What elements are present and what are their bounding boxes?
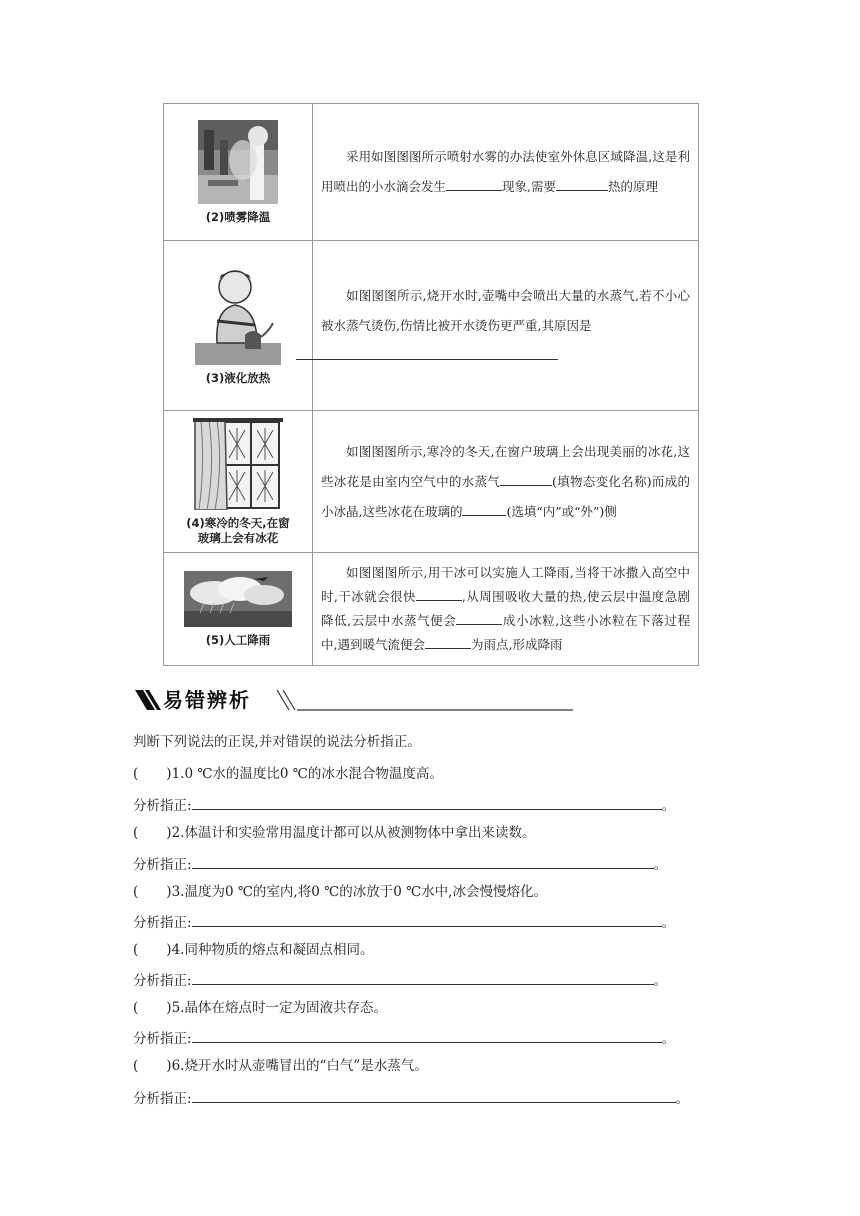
fill-blank[interactable] [462,501,506,516]
analysis-5: 分析指正: 。 [133,1028,675,1049]
table-row [164,104,698,241]
statement-4: ( )4.同种物质的熔点和凝固点相同。 [133,942,374,958]
phase-change-table [163,103,699,666]
image-caption: (5)人工降雨 [205,632,271,647]
analysis-3: 分析指正: 。 [133,912,675,933]
image-caption: (3)液化放热 [205,371,271,385]
analysis-blank[interactable] [192,1088,676,1103]
question-text: 如图图图所示,用干冰可以实施人工降雨,当将干冰撒入高空中时,干冰就会很快 ,从周围吸收大量的热,使云层中温度急剧降低,云层中水蒸气便会 成小冰粒,这些小冰粒在下落过程中,遇到暖气流便会 为雨点,形成降雨 [321,565,690,652]
analysis-2: 分析指正: 。 [133,854,667,875]
divider-line [275,688,575,714]
fill-blank[interactable] [425,634,471,649]
statement-5: ( )5.晶体在熔点时一定为固液共存态。 [133,1000,387,1016]
analysis-blank[interactable] [192,854,654,869]
fill-blank[interactable] [456,610,502,625]
statement-3: ( )3.温度为0 ℃的室内,将0 ℃的冰放于0 ℃水中,冰会慢慢熔化。 [133,884,547,900]
table-row [164,553,698,665]
analysis-1: 分析指正: 。 [133,795,675,816]
frost-window-drawing [193,418,283,510]
image-cell [164,104,313,240]
section-heading [133,684,573,714]
statement-2: ( )2.体温计和实验常用温度计都可以从被测物体中拿出来读数。 [133,825,536,841]
question-text: 采用如图图图所示喷射水雾的办法使室外休息区域降温,这是利用喷出的小水滴会发生 现象,需要 热的原理 [321,149,690,194]
artificial-rain-photo [184,571,292,627]
fill-blank[interactable] [500,471,552,486]
analysis-blank[interactable] [192,1028,662,1043]
analysis-blank[interactable] [192,912,662,927]
analysis-blank[interactable] [192,970,654,985]
image-cell [164,411,313,552]
spray-mist-photo [198,120,278,204]
question-text: 如图图图所示,寒冷的冬天,在窗户玻璃上会出现美丽的冰花,这些冰花是由室内空气中的水蒸气 (填物态变化名称)而成的小冰晶,这些冰花在玻璃的 (选填“内”或“外”)侧 [321,443,690,519]
image-caption: (4)寒冷的冬天,在窗 玻璃上会有冰花 [186,515,290,545]
statement-6: ( )6.烧开水时从壶嘴冒出的“白气”是水蒸气。 [133,1058,428,1074]
statement-1: ( )1.0 ℃水的温度比0 ℃的冰水混合物温度高。 [133,766,443,782]
fill-blank[interactable] [416,586,462,601]
slash-marks-icon [133,686,161,712]
image-cell [164,553,313,665]
image-cell [164,241,313,410]
instruction-text: 判断下列说法的正误,并对错误的说法分析指正。 [133,734,421,750]
image-caption: (2)喷雾降温 [205,209,271,224]
fill-blank[interactable] [446,176,502,191]
analysis-6: 分析指正: 。 [133,1088,689,1109]
table-row [164,411,698,553]
section-title: 易错辨析 [163,688,251,712]
question-text: 如图图图所示,烧开水时,壶嘴中会喷出大量的水蒸气,若不小心被水蒸气烫伤,伤情比被开水烫伤更严重,其原因是 [313,241,698,410]
analysis-4: 分析指正: 。 [133,970,667,991]
fill-blank[interactable] [296,345,558,360]
analysis-blank[interactable] [192,795,662,810]
boy-kettle-drawing [195,265,281,365]
fill-blank[interactable] [556,176,608,191]
table-row [164,241,698,411]
